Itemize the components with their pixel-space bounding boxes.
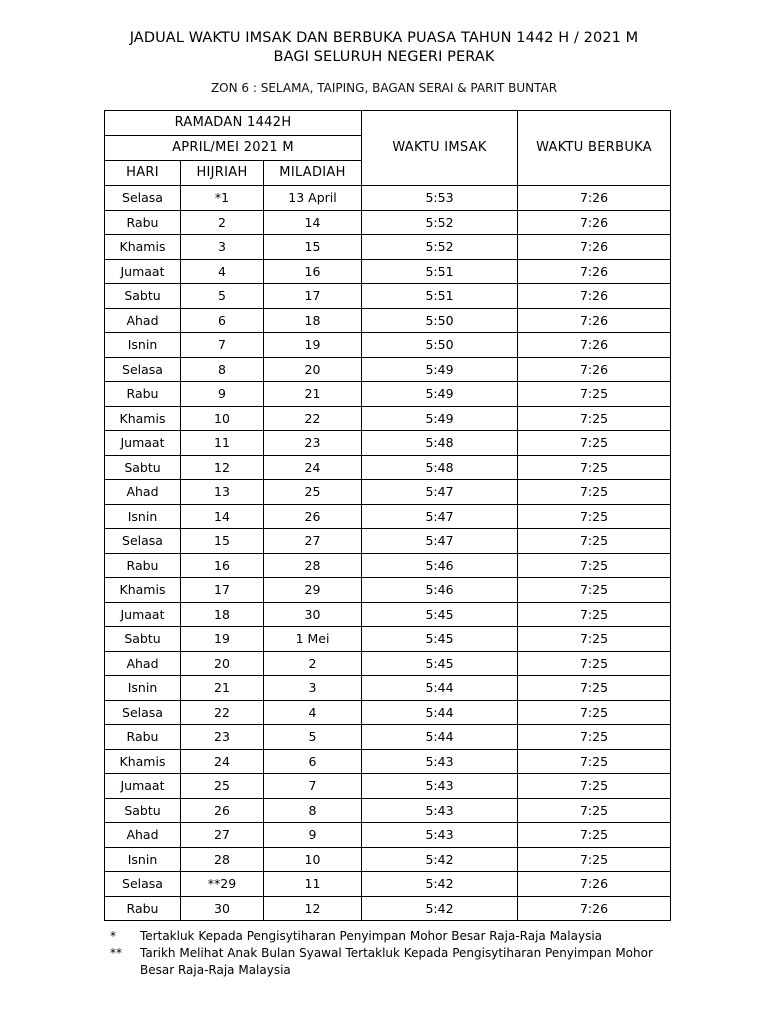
cell-berbuka: 7:26 — [518, 308, 671, 333]
table-row — [105, 504, 671, 529]
cell-hari: Isnin — [105, 333, 181, 358]
table-row — [105, 896, 671, 921]
cell-berbuka: 7:25 — [518, 774, 671, 799]
cell-miladiah: 22 — [264, 406, 362, 431]
cell-hari: Selasa — [105, 872, 181, 897]
table-row — [105, 872, 671, 897]
cell-hari: Sabtu — [105, 627, 181, 652]
cell-hijriah: 14 — [181, 504, 264, 529]
cell-hari: Rabu — [105, 725, 181, 750]
footnote-text: Tertakluk Kepada Pengisytiharan Penyimpan Mohor Besar Raja-Raja Malaysia — [140, 929, 603, 943]
footnote-marker: ** — [110, 946, 122, 960]
table-row — [105, 725, 671, 750]
cell-hijriah: 23 — [181, 725, 264, 750]
cell-imsak: 5:46 — [362, 553, 518, 578]
table-row — [105, 455, 671, 480]
cell-berbuka: 7:25 — [518, 455, 671, 480]
footnote — [110, 945, 670, 979]
cell-miladiah: 4 — [264, 700, 362, 725]
table-row — [105, 774, 671, 799]
cell-imsak: 5:49 — [362, 382, 518, 407]
table-row — [105, 284, 671, 309]
cell-hijriah: 30 — [181, 896, 264, 921]
cell-hijriah: 28 — [181, 847, 264, 872]
table-row — [105, 333, 671, 358]
cell-berbuka: 7:25 — [518, 480, 671, 505]
table-row — [105, 235, 671, 260]
cell-miladiah: 1 Mei — [264, 627, 362, 652]
table-row — [105, 357, 671, 382]
cell-miladiah: 13 April — [264, 186, 362, 211]
cell-hijriah: 7 — [181, 333, 264, 358]
cell-hijriah: 24 — [181, 749, 264, 774]
cell-berbuka: 7:26 — [518, 235, 671, 260]
cell-hari: Selasa — [105, 357, 181, 382]
cell-miladiah: 24 — [264, 455, 362, 480]
table-row — [105, 480, 671, 505]
cell-miladiah: 29 — [264, 578, 362, 603]
cell-miladiah: 21 — [264, 382, 362, 407]
cell-imsak: 5:48 — [362, 455, 518, 480]
cell-berbuka: 7:25 — [518, 725, 671, 750]
cell-imsak: 5:51 — [362, 259, 518, 284]
cell-hari: Jumaat — [105, 259, 181, 284]
cell-imsak: 5:43 — [362, 823, 518, 848]
header-waktu-berbuka: WAKTU BERBUKA — [518, 111, 671, 186]
table-row — [105, 382, 671, 407]
table-row — [105, 700, 671, 725]
cell-hari: Sabtu — [105, 798, 181, 823]
header-april-mei: APRIL/MEI 2021 M — [105, 136, 362, 161]
table-row — [105, 186, 671, 211]
cell-imsak: 5:42 — [362, 847, 518, 872]
header-waktu-imsak: WAKTU IMSAK — [362, 111, 518, 186]
cell-imsak: 5:52 — [362, 235, 518, 260]
cell-hari: Sabtu — [105, 284, 181, 309]
cell-imsak: 5:48 — [362, 431, 518, 456]
cell-miladiah: 19 — [264, 333, 362, 358]
cell-hari: Ahad — [105, 308, 181, 333]
cell-miladiah: 7 — [264, 774, 362, 799]
cell-imsak: 5:45 — [362, 602, 518, 627]
cell-hijriah: 4 — [181, 259, 264, 284]
cell-berbuka: 7:25 — [518, 504, 671, 529]
footnote-text: Tarikh Melihat Anak Bulan Syawal Tertakluk Kepada Pengisytiharan Penyimpan Mohor Besar Raja-Raja Malaysia — [140, 946, 653, 977]
cell-imsak: 5:47 — [362, 529, 518, 554]
footnote-marker: * — [110, 929, 116, 943]
cell-berbuka: 7:25 — [518, 529, 671, 554]
cell-hari: Rabu — [105, 382, 181, 407]
table-row — [105, 431, 671, 456]
cell-berbuka: 7:26 — [518, 357, 671, 382]
cell-hari: Selasa — [105, 186, 181, 211]
cell-imsak: 5:53 — [362, 186, 518, 211]
cell-imsak: 5:49 — [362, 406, 518, 431]
cell-imsak: 5:51 — [362, 284, 518, 309]
table-row — [105, 308, 671, 333]
cell-imsak: 5:44 — [362, 725, 518, 750]
cell-berbuka: 7:25 — [518, 627, 671, 652]
cell-miladiah: 30 — [264, 602, 362, 627]
cell-berbuka: 7:25 — [518, 676, 671, 701]
cell-berbuka: 7:25 — [518, 431, 671, 456]
cell-hijriah: 22 — [181, 700, 264, 725]
zone-label: ZON 6 : SELAMA, TAIPING, BAGAN SERAI & PARIT BUNTAR — [210, 81, 558, 95]
table-row — [105, 823, 671, 848]
cell-miladiah: 15 — [264, 235, 362, 260]
table-row — [105, 259, 671, 284]
cell-berbuka: 7:25 — [518, 651, 671, 676]
cell-hijriah: 2 — [181, 210, 264, 235]
footnotes — [110, 928, 670, 979]
cell-hari: Jumaat — [105, 431, 181, 456]
cell-miladiah: 25 — [264, 480, 362, 505]
cell-hari: Sabtu — [105, 455, 181, 480]
cell-hari: Khamis — [105, 749, 181, 774]
header-hari: HARI — [105, 161, 181, 186]
cell-hijriah: 25 — [181, 774, 264, 799]
cell-miladiah: 11 — [264, 872, 362, 897]
cell-miladiah: 8 — [264, 798, 362, 823]
cell-berbuka: 7:26 — [518, 210, 671, 235]
table-row — [105, 553, 671, 578]
header-hijriah: HIJRIAH — [181, 161, 264, 186]
cell-miladiah: 6 — [264, 749, 362, 774]
cell-hijriah: **29 — [181, 872, 264, 897]
cell-hari: Khamis — [105, 578, 181, 603]
table-row — [105, 651, 671, 676]
cell-berbuka: 7:25 — [518, 798, 671, 823]
cell-imsak: 5:42 — [362, 872, 518, 897]
cell-hari: Isnin — [105, 847, 181, 872]
cell-hijriah: 3 — [181, 235, 264, 260]
cell-hari: Ahad — [105, 480, 181, 505]
cell-hijriah: 17 — [181, 578, 264, 603]
cell-hijriah: 6 — [181, 308, 264, 333]
cell-hijriah: 27 — [181, 823, 264, 848]
cell-imsak: 5:50 — [362, 308, 518, 333]
cell-miladiah: 5 — [264, 725, 362, 750]
cell-hijriah: 12 — [181, 455, 264, 480]
header-ramadan: RAMADAN 1442H — [105, 111, 362, 136]
cell-miladiah: 9 — [264, 823, 362, 848]
cell-hijriah: 10 — [181, 406, 264, 431]
table-row — [105, 847, 671, 872]
cell-imsak: 5:47 — [362, 504, 518, 529]
cell-imsak: 5:52 — [362, 210, 518, 235]
cell-hari: Rabu — [105, 210, 181, 235]
table-row — [105, 210, 671, 235]
table-row — [105, 529, 671, 554]
cell-hari: Khamis — [105, 406, 181, 431]
footnote — [110, 928, 670, 945]
cell-berbuka: 7:26 — [518, 259, 671, 284]
cell-berbuka: 7:26 — [518, 284, 671, 309]
schedule-rows — [105, 186, 671, 921]
cell-hijriah: 11 — [181, 431, 264, 456]
cell-miladiah: 27 — [264, 529, 362, 554]
cell-berbuka: 7:26 — [518, 872, 671, 897]
cell-berbuka: 7:25 — [518, 749, 671, 774]
cell-berbuka: 7:25 — [518, 553, 671, 578]
cell-berbuka: 7:25 — [518, 578, 671, 603]
table-row — [105, 627, 671, 652]
cell-miladiah: 3 — [264, 676, 362, 701]
cell-miladiah: 14 — [264, 210, 362, 235]
cell-berbuka: 7:25 — [518, 847, 671, 872]
cell-hari: Isnin — [105, 504, 181, 529]
cell-imsak: 5:46 — [362, 578, 518, 603]
cell-miladiah: 12 — [264, 896, 362, 921]
cell-hijriah: *1 — [181, 186, 264, 211]
cell-miladiah: 17 — [264, 284, 362, 309]
table-row — [105, 406, 671, 431]
table-row — [105, 578, 671, 603]
cell-imsak: 5:47 — [362, 480, 518, 505]
cell-imsak: 5:44 — [362, 676, 518, 701]
cell-hari: Selasa — [105, 700, 181, 725]
document-subtitle: BAGI SELURUH NEGERI PERAK — [273, 49, 495, 65]
cell-hijriah: 13 — [181, 480, 264, 505]
header-miladiah: MILADIAH — [264, 161, 362, 186]
cell-miladiah: 16 — [264, 259, 362, 284]
schedule-table — [104, 110, 671, 921]
cell-berbuka: 7:25 — [518, 823, 671, 848]
table-row — [105, 602, 671, 627]
cell-berbuka: 7:26 — [518, 896, 671, 921]
cell-imsak: 5:50 — [362, 333, 518, 358]
cell-hijriah: 5 — [181, 284, 264, 309]
cell-hari: Isnin — [105, 676, 181, 701]
table-row — [105, 749, 671, 774]
cell-hijriah: 19 — [181, 627, 264, 652]
cell-berbuka: 7:25 — [518, 406, 671, 431]
cell-berbuka: 7:25 — [518, 602, 671, 627]
cell-hijriah: 20 — [181, 651, 264, 676]
cell-imsak: 5:43 — [362, 774, 518, 799]
cell-hijriah: 21 — [181, 676, 264, 701]
cell-imsak: 5:43 — [362, 798, 518, 823]
cell-hijriah: 9 — [181, 382, 264, 407]
cell-hijriah: 8 — [181, 357, 264, 382]
cell-miladiah: 28 — [264, 553, 362, 578]
cell-hijriah: 16 — [181, 553, 264, 578]
cell-hijriah: 15 — [181, 529, 264, 554]
cell-hari: Rabu — [105, 896, 181, 921]
cell-imsak: 5:42 — [362, 896, 518, 921]
cell-miladiah: 10 — [264, 847, 362, 872]
document-title: JADUAL WAKTU IMSAK DAN BERBUKA PUASA TAHUN 1442 H / 2021 M — [129, 30, 639, 46]
cell-imsak: 5:43 — [362, 749, 518, 774]
cell-hari: Rabu — [105, 553, 181, 578]
cell-berbuka: 7:25 — [518, 382, 671, 407]
cell-hijriah: 18 — [181, 602, 264, 627]
cell-imsak: 5:49 — [362, 357, 518, 382]
cell-miladiah: 2 — [264, 651, 362, 676]
cell-hari: Jumaat — [105, 602, 181, 627]
table-row — [105, 798, 671, 823]
cell-hari: Ahad — [105, 823, 181, 848]
cell-hari: Ahad — [105, 651, 181, 676]
cell-hijriah: 26 — [181, 798, 264, 823]
cell-miladiah: 23 — [264, 431, 362, 456]
cell-hari: Selasa — [105, 529, 181, 554]
cell-imsak: 5:44 — [362, 700, 518, 725]
cell-imsak: 5:45 — [362, 627, 518, 652]
cell-imsak: 5:45 — [362, 651, 518, 676]
cell-miladiah: 20 — [264, 357, 362, 382]
cell-hari: Khamis — [105, 235, 181, 260]
cell-berbuka: 7:26 — [518, 186, 671, 211]
cell-miladiah: 18 — [264, 308, 362, 333]
cell-berbuka: 7:26 — [518, 333, 671, 358]
cell-berbuka: 7:25 — [518, 700, 671, 725]
cell-miladiah: 26 — [264, 504, 362, 529]
table-row — [105, 676, 671, 701]
cell-hari: Jumaat — [105, 774, 181, 799]
